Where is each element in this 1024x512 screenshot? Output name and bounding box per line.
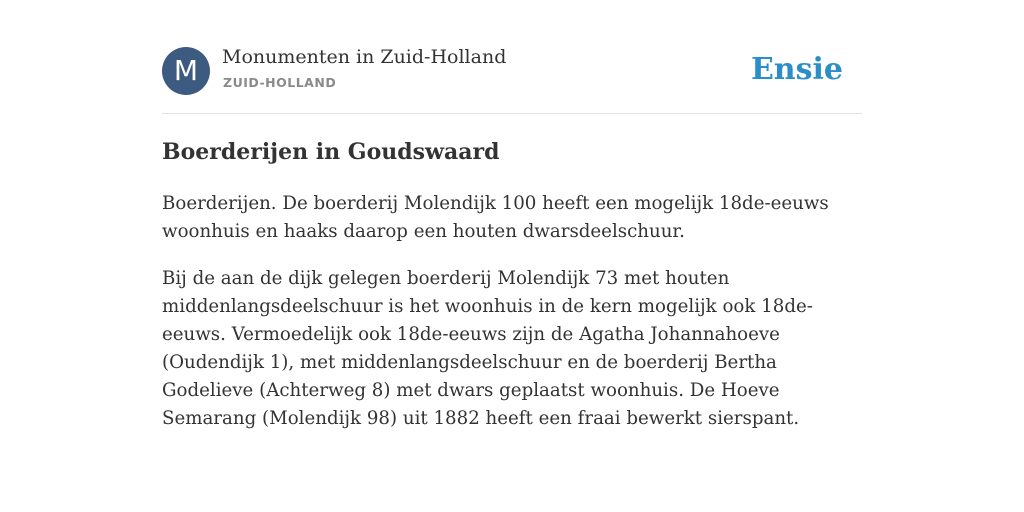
article-paragraph: Boerderijen. De boerderij Molendijk 100 heeft een mogelijk 18de-eeuws woonhuis en haaks daarop een houten dwarsdeelschuur.: [162, 193, 829, 242]
header-divider: [162, 113, 862, 114]
collection-subtitle: ZUID-HOLLAND: [223, 75, 337, 90]
collection-title-link[interactable]: Monumenten in Zuid-Holland: [222, 46, 507, 68]
collection-header: [162, 46, 862, 96]
article-body: [162, 190, 862, 452]
article-title: Boerderijen in Goudswaard: [162, 139, 500, 165]
collection-avatar[interactable]: M: [162, 47, 210, 95]
article-paragraph: Bij de aan de dijk gelegen boerderij Molendijk 73 met houten middenlangsdeelschuur is het woonhuis in de kern mogelijk ook 18de-eeuws. Vermoedelijk ook 18de-eeuws zijn de Agatha Johannahoeve (Oudendijk 1), met middenlangsdeelschuur en de boerderij Bertha Godelieve (Achterweg 8) met dwars geplaatst woonhuis. De Hoeve Semarang (Molendijk 98) uit 1882 heeft een fraai bewerkt sierspant.: [162, 268, 813, 429]
brand-logo[interactable]: Ensie: [750, 52, 843, 87]
